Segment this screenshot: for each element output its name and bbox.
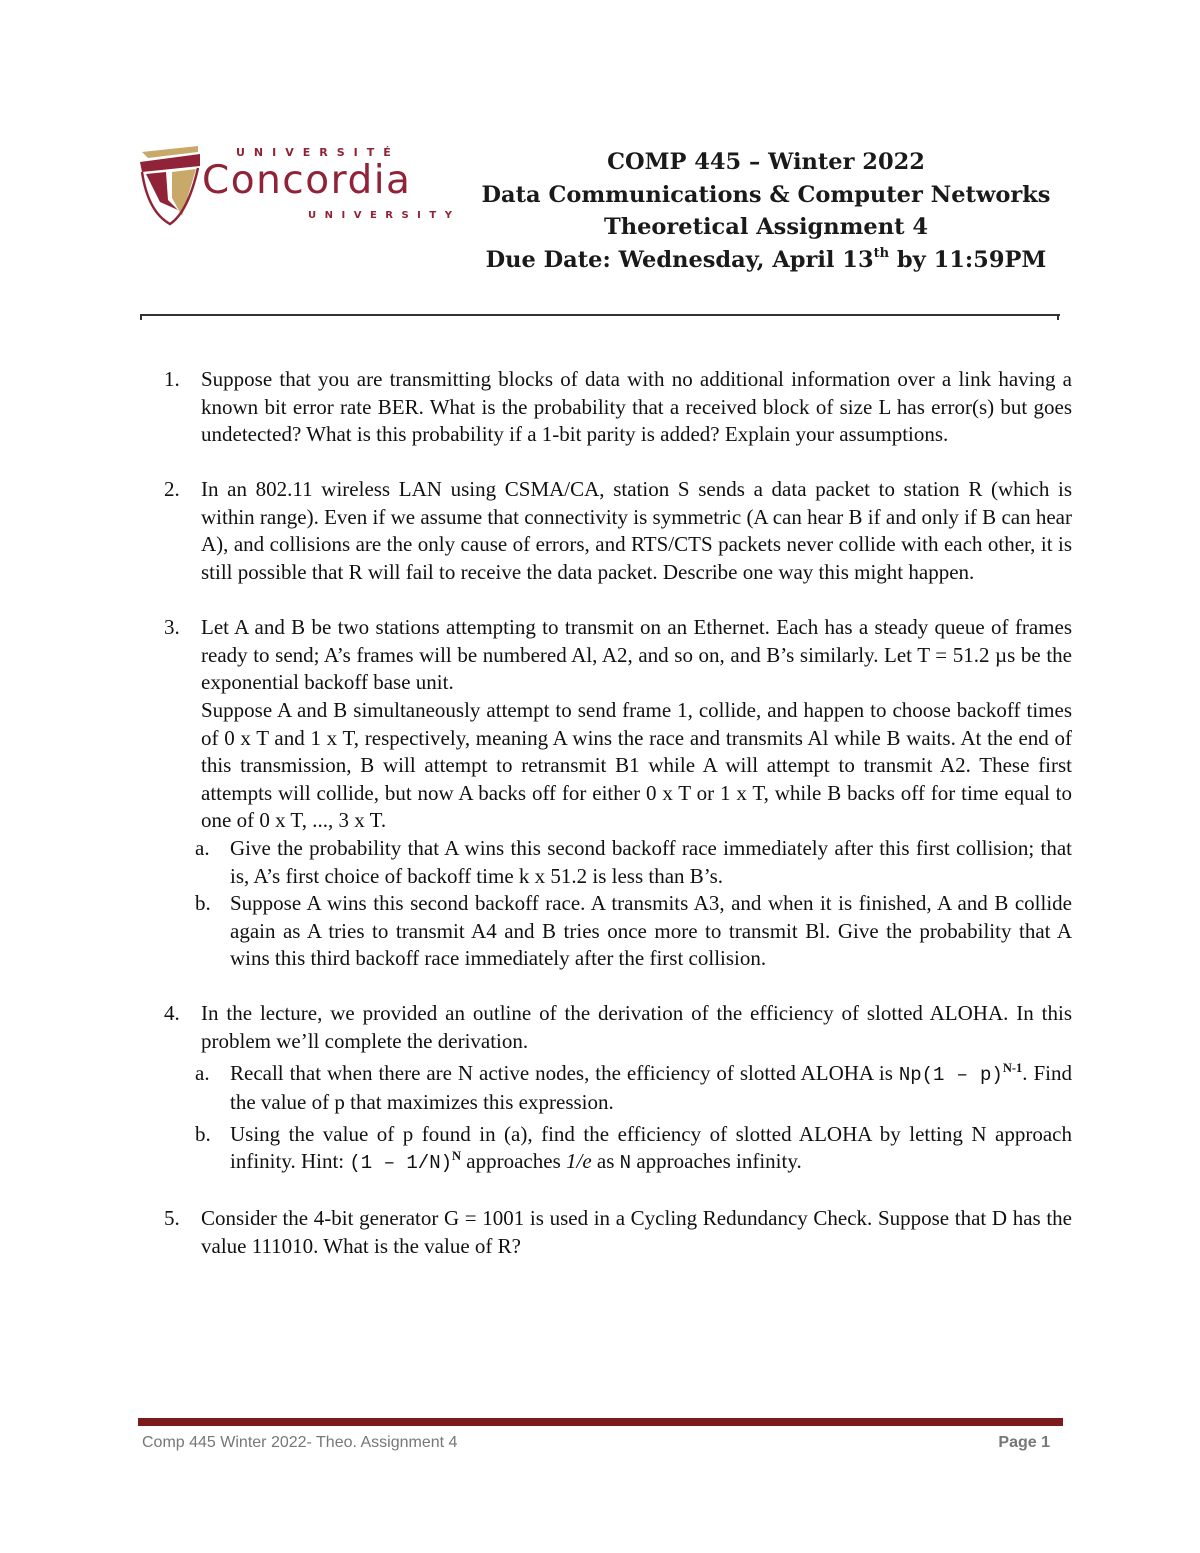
question-number: 2. <box>164 477 180 502</box>
subquestion-text <box>230 1060 1072 1117</box>
subquestion-text-mid: approaches <box>461 1149 566 1174</box>
course-subject: Data Communications & Computer Networks <box>481 181 1051 208</box>
limit-expression: (1 – 1/N) <box>349 1152 453 1175</box>
question-text: In the lecture, we provided an outline of the derivation of the efficiency of slotted ALOHA. In this problem we’ll complete the derivation. <box>201 1001 1072 1053</box>
subquestion-text: Suppose A wins this second backoff race. A transmits A3, and when it is finished, A and B collide again as A tries to transmit A4 and B tries once more to transmit Bl. Give the probability that A wins this third backoff race immediately after the first collision. <box>230 891 1072 971</box>
limit-exponent: N <box>452 1149 462 1164</box>
logo-bottom-text: UNIVERSITY <box>308 210 461 221</box>
question-text: Suppose that you are transmitting blocks of data with no additional information over a link having a known bit error rate BER. What is the probability that a received block of size L has error(s) but goes undetected? What is this probability if a 1-bit parity is added? Explain your assumptions. <box>201 367 1072 447</box>
questions-list <box>160 366 1072 1288</box>
page-footer <box>142 1434 1050 1456</box>
subquestion-text <box>230 1121 1072 1178</box>
footer-left-text: Comp 445 Winter 2022- Theo. Assignment 4 <box>142 1434 458 1451</box>
subquestion-letter: a. <box>195 1060 210 1085</box>
header-divider-right-tick <box>1057 314 1059 320</box>
efficiency-exponent: N-1 <box>1002 1060 1023 1075</box>
subquestion-text-post: . Find the value of p that maximizes this expression. <box>230 1060 1072 1115</box>
subquestion-letter: b. <box>195 891 211 916</box>
question-number: 5. <box>164 1206 180 1231</box>
due-date-suffix: by 11:59PM <box>889 246 1047 273</box>
question-2 <box>160 476 1072 586</box>
question-3b <box>160 890 1072 973</box>
subquestion-text-pre: Recall that when there are N active nodes, the efficiency of slotted ALOHA is <box>230 1060 899 1085</box>
subquestion-letter: a. <box>195 835 210 860</box>
subquestion-letter: b. <box>195 1121 211 1146</box>
question-5 <box>160 1205 1072 1260</box>
question-1 <box>160 366 1072 449</box>
question-3a <box>160 835 1072 890</box>
due-date <box>476 244 1056 277</box>
question-3 <box>160 614 1072 835</box>
header-divider-left-tick <box>140 314 142 320</box>
question-number: 4. <box>164 1001 180 1026</box>
subquestion-text-as: as <box>591 1149 620 1174</box>
efficiency-expression: Np(1 – p) <box>898 1063 1003 1086</box>
logo-top-text: UNIVERSITÉ <box>236 146 400 159</box>
n-symbol: N <box>619 1152 632 1175</box>
due-date-prefix: Due Date: Wednesday, April 13 <box>485 246 874 273</box>
logo-name: Concordia <box>202 158 412 203</box>
page-number: Page 1 <box>998 1434 1050 1451</box>
document-header <box>476 146 1056 276</box>
subquestion-text-post: approaches infinity. <box>631 1149 802 1174</box>
question-number: 1. <box>164 367 180 391</box>
subquestion-text: Give the probability that A wins this second backoff race immediately after this first collision; that is, A’s first choice of backoff time k x 51.2 is less than B’s. <box>230 835 1072 888</box>
question-text-continued: Suppose A and B simultaneously attempt to send frame 1, collide, and happen to choose backoff times of 0 x T and 1 x T, respectively, meaning A wins the race and transmits Al while B waits. At the end of this transmission, B will attempt to retransmit B1 while A will attempt to transmit A2. These first attempts will collide, but now A backs off for either 0 x T or 1 x T, while B backs off for time equal to one of 0 x T, ..., 3 x T. <box>201 697 1072 833</box>
question-text: Consider the 4-bit generator G = 1001 is used in a Cycling Redundancy Check. Suppose that D has the value 111010. What is the value of R? <box>201 1206 1072 1259</box>
question-text: Let A and B be two stations attempting to transmit on an Ethernet. Each has a steady queue of frames ready to send; A’s frames will be numbered Al, A2, and so on, and B’s similarly. Let T = 51.2 µs be the exponential backoff base unit. <box>201 615 1072 695</box>
question-4 <box>160 1000 1072 1055</box>
question-number: 3. <box>164 615 180 640</box>
one-over-e: 1/e <box>566 1149 592 1174</box>
question-text: In an 802.11 wireless LAN using CSMA/CA, station S sends a data packet to station R (which is within range). Even if we assume that connectivity is symmetric (A can hear B if and only if B can hear A), and collisions are the only cause of errors, and RTS/CTS packets never collide with each other, it is still possible that R will fail to receive the data packet. Describe one way this might happen. <box>201 477 1072 585</box>
assignment-title: Theoretical Assignment 4 <box>604 214 928 240</box>
footer-bar <box>138 1418 1063 1426</box>
concordia-logo <box>138 142 468 228</box>
question-4a <box>160 1060 1072 1117</box>
header-divider <box>140 314 1060 316</box>
subquestion-text-pre: Using the value of p found in (a), find the efficiency of slotted ALOHA by letting N approach infinity. Hint: <box>230 1121 1072 1174</box>
due-date-sup: th <box>873 245 890 261</box>
question-4b <box>160 1121 1072 1178</box>
course-title: COMP 445 – Winter 2022 <box>607 149 925 175</box>
